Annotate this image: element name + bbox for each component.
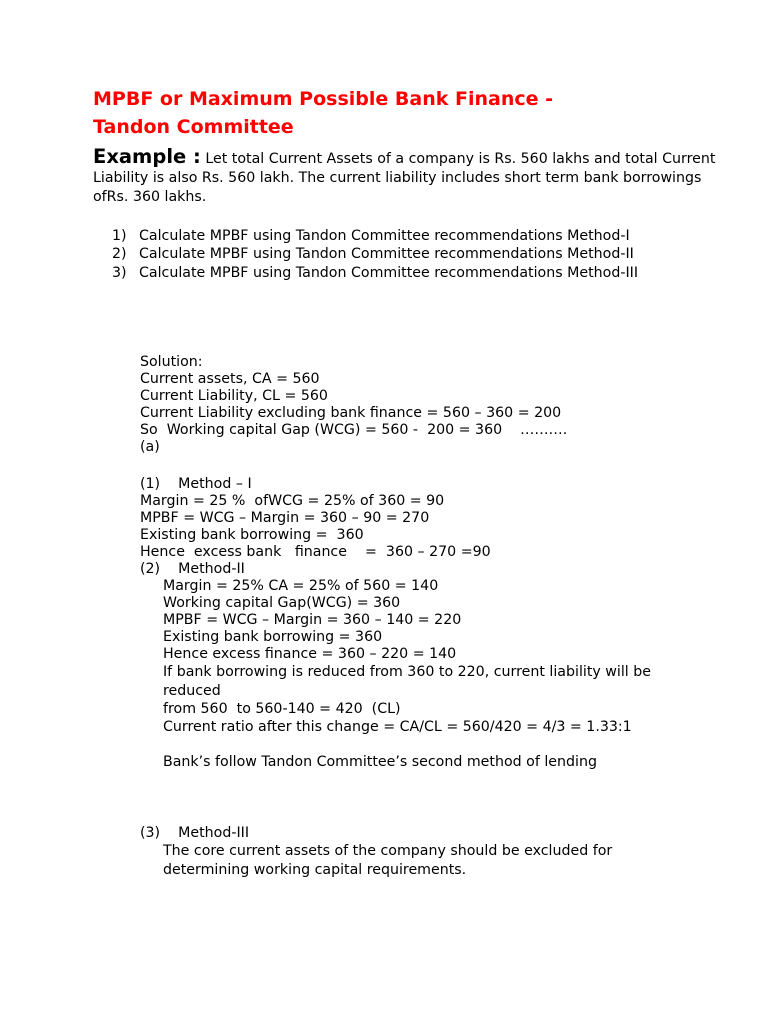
solution-heading: Solution: [140, 354, 203, 370]
list-item [112, 227, 712, 245]
solution-line: So Working capital Gap (WCG) = 560 - 200 = 360 ………. [140, 422, 568, 438]
list-item [112, 245, 712, 263]
question-text: Calculate MPBF using Tandon Committee recommendations Method-III [139, 264, 639, 281]
method1-line: MPBF = WCG – Margin = 360 – 90 = 270 [140, 510, 430, 526]
method2-line: from 560 to 560-140 = 420 (CL) [163, 701, 401, 717]
current-ratio-line: Current ratio after this change = CA/CL = 560/420 = 4/3 = 1.33:1 [163, 719, 632, 735]
example-text: Let total Current Assets of a company is Rs. 560 lakhs and total Current Liability is also Rs. 560 lakh. The current liability includes short term bank borrowings ofRs. 360 lakhs. [93, 151, 716, 205]
method1-line: Hence excess bank finance = 360 – 270 =90 [140, 544, 491, 560]
title-line-2: Tandon Committee [93, 116, 294, 138]
method2-heading: (2) Method-II [140, 561, 245, 577]
question-list [112, 227, 712, 282]
method2-paragraph: If bank borrowing is reduced from 360 to 220, current liability will be reduced [163, 664, 651, 699]
title-line-1: MPBF or Maximum Possible Bank Finance - [93, 88, 553, 110]
method1-line: Existing bank borrowing = 360 [140, 527, 364, 543]
method2-line: Existing bank borrowing = 360 [163, 629, 383, 645]
question-text: Calculate MPBF using Tandon Committee recommendations Method-II [139, 246, 634, 263]
question-number: 1) [112, 228, 127, 244]
method1-block [140, 476, 700, 561]
example-paragraph [93, 147, 733, 207]
page-title [93, 85, 733, 141]
method2-note: Bank’s follow Tandon Committee’s second method of lending [163, 754, 597, 770]
method1-heading: (1) Method – I [140, 476, 252, 492]
example-label: Example : [93, 145, 201, 168]
method3-block [140, 825, 700, 880]
method1-line: Margin = 25 % ofWCG = 25% of 360 = 90 [140, 493, 445, 509]
question-number: 2) [112, 246, 127, 263]
method3-text: The core current assets of the company should be excluded for determining working capital requirements. [163, 843, 613, 878]
solution-line: Current Liability excluding bank finance = 560 – 360 = 200 [140, 405, 562, 421]
question-text: Calculate MPBF using Tandon Committee recommendations Method-I [139, 228, 630, 244]
method2-line: Margin = 25% CA = 25% of 560 = 140 [163, 578, 439, 594]
solution-line: Current assets, CA = 560 [140, 371, 320, 387]
list-item [112, 264, 712, 282]
solution-line: (a) [140, 439, 160, 455]
solution-block [140, 354, 700, 456]
question-number: 3) [112, 264, 127, 281]
method2-line: Hence excess finance = 360 – 220 = 140 [163, 646, 457, 662]
method3-heading: (3) Method-III [140, 825, 250, 841]
method2-block [140, 561, 700, 772]
method2-line: Working capital Gap(WCG) = 360 [163, 595, 401, 611]
method2-line: MPBF = WCG – Margin = 360 – 140 = 220 [163, 612, 462, 628]
solution-line: Current Liability, CL = 560 [140, 388, 328, 404]
